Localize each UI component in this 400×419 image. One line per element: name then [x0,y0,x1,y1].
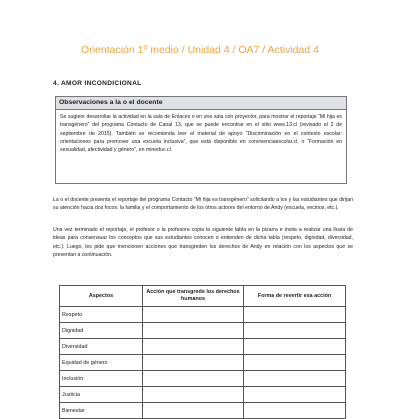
table-cell-empty [244,387,346,403]
table-header-row [60,286,346,307]
table-cell-aspect: Respeto [60,307,143,323]
table-cell-empty [244,403,346,419]
table-cell-empty [143,323,244,339]
table-header-aspects: Aspectos [60,286,143,307]
table-cell-empty [244,371,346,387]
table-row [60,387,346,403]
table-cell-aspect: Inclusión [60,371,143,387]
table-header-action: Acción que transgrede los derechos humanos [143,286,244,307]
table-cell-aspect: Justicia [60,387,143,403]
section-title: 4. AMOR INCONDICIONAL [53,80,142,87]
table-row [60,307,346,323]
table-cell-empty [244,355,346,371]
table-header-reversal: Forma de revertir esa acción [244,286,346,307]
table-cell-aspect: Diversidad [60,339,143,355]
teacher-note-text: Se sugiere desarrollar la actividad en la sala de Enlaces o en una sala con proyector, para mostrar el reportaje “Mi hija es transgénero” del programa Contacto de Canal 13, que se puede encontrar en el sitio www.13.cl (revisado el 2 de septiembre de 2015). También se recomienda leer el material de apoyo “Discriminación en el contexto escolar: orientaciones para promover una escuela inclusiva”, que está disponible en convivenciaescolar.cl, o “Formación en sexualidad, afectividad y género”, en mineduc.cl. [60,114,342,154]
table-row [60,371,346,387]
table-row [60,323,346,339]
table-cell-empty [244,323,346,339]
paragraph-instructions: Una vez terminado el reportaje, el profesor o la profesora copia la siguiente tabla en la pizarra e invita a realizar una lluvia de ideas para consensuar los conceptos que sus estudiantes conocen o entienden de dicha tabla (respeto, dignidad, diversidad, etc.). Luego, les pide que mencionen acciones que transgreden los derechos de Andy en relación con los aspectos que se presentan a continuación. [53,227,353,258]
table-cell-empty [244,339,346,355]
table-cell-empty [143,339,244,355]
table-cell-empty [143,387,244,403]
table-row [60,339,346,355]
rights-table [59,285,346,419]
paragraph-intro: La o el docente presenta el reportaje del programa Contacto “Mi hija es transgénero” solicitando a los y las estudiantes que dirijan su atención hacia dos focos: la familia y el comportamiento de los otros actores del entorno de Andy (escuela, vecinos, etc.). [53,197,353,212]
table-cell-empty [244,307,346,323]
teacher-note-title: Observaciones a la o el docente [56,97,346,110]
table-row [60,355,346,371]
table-cell-empty [143,371,244,387]
page-header-title: Orientación 1º medio / Unidad 4 / OA7 / Actividad 4 [81,44,319,56]
table-cell-aspect: Dignidad [60,323,143,339]
table-cell-aspect: Equidad de género [60,355,143,371]
teacher-note-box [55,96,347,184]
table-cell-empty [143,403,244,419]
table-cell-empty [143,355,244,371]
table-cell-empty [143,307,244,323]
table-cell-aspect: Bienestar [60,403,143,419]
table-row [60,403,346,419]
